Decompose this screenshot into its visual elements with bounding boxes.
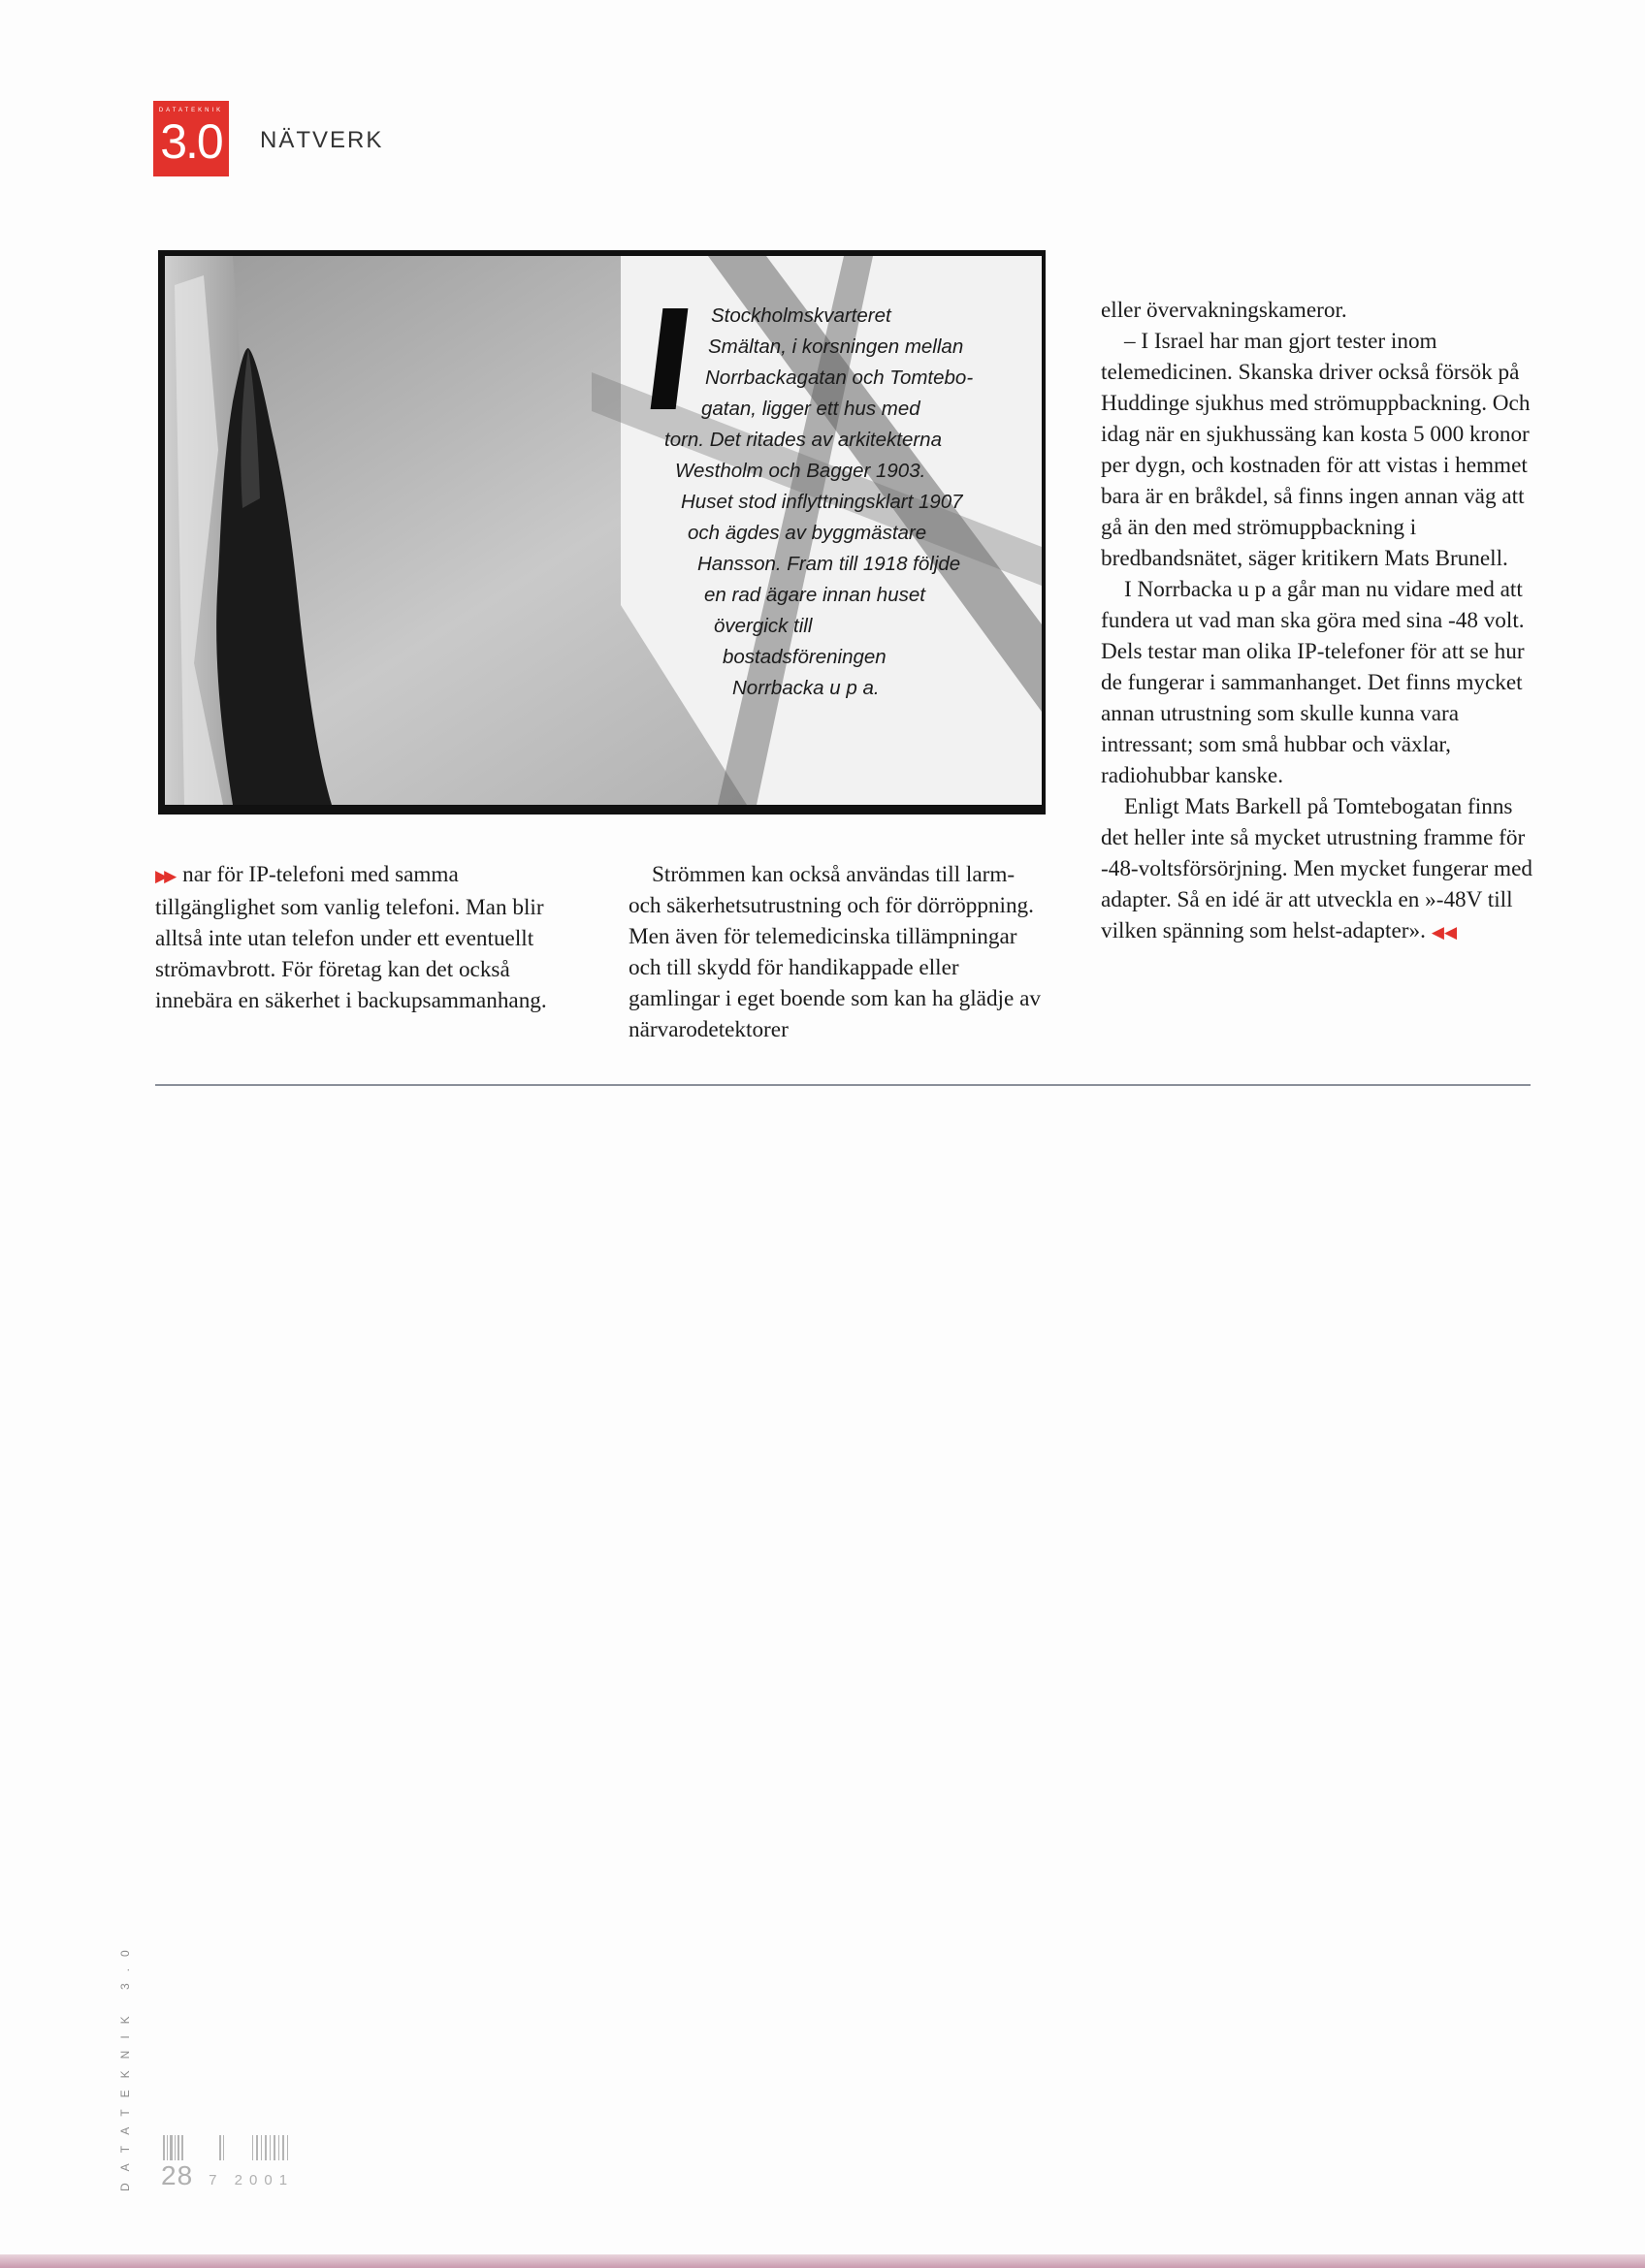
column-1-text: nar för IP-telefoni med samma tillgänglighet som vanlig telefoni. Man blir alltså inte utan telefon under ett eventuellt strömavbrott. För företag kan det också innebära en säkerhet i backupsammanhang.: [155, 862, 547, 1013]
caption-line: Hansson. Fram till 1918 följde: [697, 553, 961, 575]
divider-rule: [155, 1084, 1531, 1086]
continue-arrow-icon: ▶▶: [155, 867, 174, 886]
column-3-paragraph: [1101, 791, 1532, 948]
column-1-paragraph: [155, 859, 572, 1016]
caption-line: Stockholmskvarteret: [711, 304, 891, 327]
caption-line: och ägdes av byggmästare: [688, 522, 927, 544]
end-mark-icon: ◀◀: [1431, 923, 1458, 942]
barcode-graphic: [163, 2135, 308, 2160]
page-edge: [0, 2254, 1645, 2268]
column-3-paragraph: – I Israel har man gjort tester inom telemedicinen. Skanska driver också försök på Huddinge sjukhus med strömuppbackning. Och idag när en sjukhussäng kan kosta 5 000 kronor per dygn, och kostnaden för att vistas i hemmet bara är en bråkdel, så finns ingen annan väg att gå än den med strömuppbackning i bredbandsnätet, säger kritikern Mats Brunell.: [1101, 329, 1531, 571]
section-title: NÄTVERK: [260, 127, 384, 153]
caption-line: Smältan, i korsningen mellan: [708, 335, 964, 358]
column-3-paragraph: I Norrbacka u p a går man nu vidare med att fundera ut vad man ska göra med sina -48 volt. Dels testar man olika IP-telefoner för att se hur de fungerar i sammanhanget. Det finns mycket annan utrustning som skulle kunna vara intressant; som små hubbar och växlar, radiohubbar kanske.: [1101, 577, 1525, 788]
column-3-paragraph: eller övervakningskameror.: [1101, 298, 1347, 323]
caption-line: gatan, ligger ett hus med: [701, 398, 920, 420]
caption-line: torn. Det ritades av arkitekterna: [664, 429, 942, 451]
issue-date: 7 2001: [209, 2172, 295, 2188]
column-2-paragraph: Strömmen kan också användas till larm- och säkerhetsutrustning och för dörröppning. Men även för telemedicinska tillämpningar och till skydd för handikappade eller gamlingar i eget boende som kan ha glädje av närvarodetektorer: [629, 862, 1041, 1042]
caption-line: en rad ägare innan huset: [704, 584, 925, 606]
magazine-logo: [153, 101, 229, 176]
page-folio: [161, 2160, 294, 2191]
caption-line: Norrbackagatan och Tomtebo-: [705, 367, 974, 389]
caption-line: övergick till: [714, 615, 813, 637]
caption-line: bostadsföreningen: [723, 646, 887, 668]
logo-number: 3.0: [160, 114, 222, 169]
vertical-magazine-name: [107, 1938, 136, 2191]
caption-line: Norrbacka u p a.: [732, 677, 880, 699]
article-column-2: [629, 859, 1046, 1045]
vertical-text: DATATEKNIK 3.0: [118, 1938, 132, 2191]
column-3-text: Enligt Mats Barkell på Tomtebogatan finns det heller inte så mycket utrustning framme för -48-voltsförsörjning. Men mycket fungerar med adapter. Så en idé är att utveckla en »-48V till vilken spänning som helst-adapter».: [1101, 794, 1532, 943]
photo-caption: [662, 301, 1031, 704]
logo-small-text: DATATEKNIK: [158, 108, 224, 113]
article-column-3: [1101, 295, 1532, 948]
page-number: 28: [161, 2160, 194, 2190]
article-column-1: [155, 859, 572, 1016]
caption-line: Huset stod inflyttningsklart 1907: [681, 491, 963, 513]
caption-line: Westholm och Bagger 1903.: [675, 460, 926, 482]
